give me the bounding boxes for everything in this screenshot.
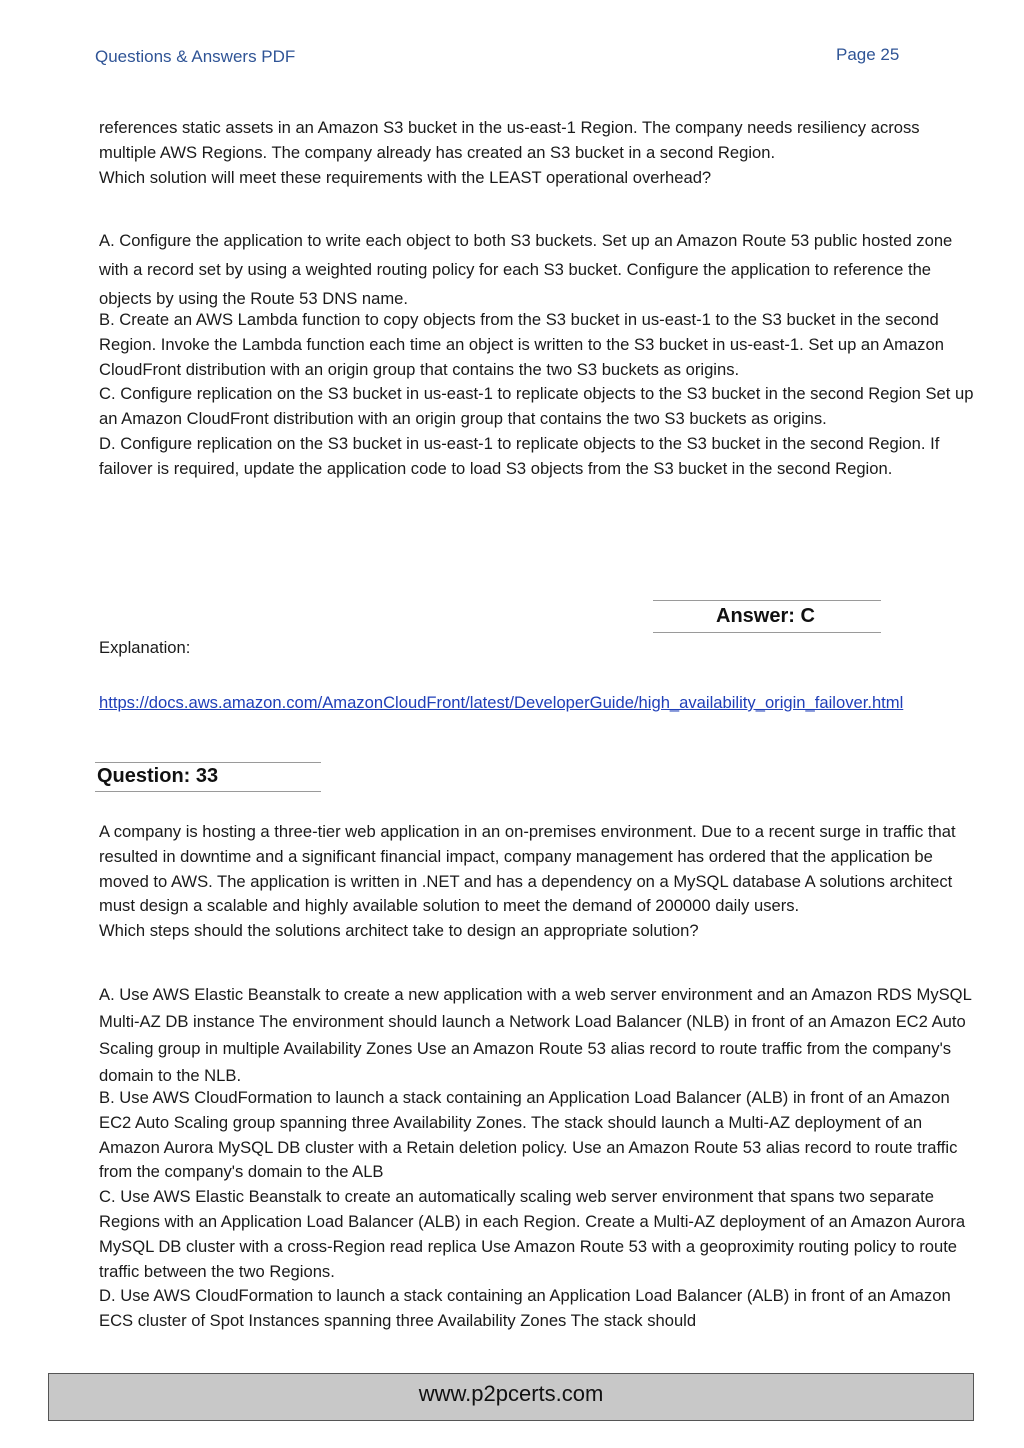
q32-question: Which solution will meet these requirements with the LEAST operational overhead? [99, 167, 712, 187]
q32-option-c: C. Configure replication on the S3 bucket in us-east-1 to replicate objects to the S3 bucket in the second Region Set up an Amazon CloudFront distribution with an origin group that contains the two S3 buckets as origins. [99, 384, 974, 429]
q33-intro [99, 820, 979, 944]
page-number: Page 25 [836, 45, 900, 64]
q32-option-a [99, 226, 979, 313]
q33-options-bcd [99, 1086, 979, 1334]
q32-intro [99, 116, 979, 190]
explanation-label: Explanation: [99, 638, 191, 657]
explanation-link-text[interactable]: https://docs.aws.amazon.com/AmazonCloudFront/latest/DeveloperGuide/high_availability_origin_failover.html [99, 693, 904, 712]
explanation-link[interactable] [99, 688, 969, 717]
q33-context: A company is hosting a three-tier web application in an on-premises environment. Due to a recent surge in traffic that resulted in downtime and a significant financial impact, company management has ordered that the application be moved to AWS. The application is written in .NET and has a dependency on a MySQL database A solutions architect must design a scalable and highly available solution to meet the demand of 200000 daily users. [99, 822, 956, 916]
answer-label: Answer: C [716, 605, 815, 627]
option-text: A. Use AWS Elastic Beanstalk to create a new application with a web server environment and an Amazon RDS MySQL Multi-AZ DB instance The environment should launch a Network Load Balancer (NLB) in front of an Amazon EC2 Auto Scaling group in multiple Availability Zones Use an Amazon Route 53 alias record to route traffic from the company's domain to the NLB. [99, 985, 972, 1085]
footer-url[interactable]: www.p2pcerts.com [418, 1381, 604, 1406]
q32-option-b: B. Create an AWS Lambda function to copy objects from the S3 bucket in us-east-1 to the S3 bucket in the second Region. Invoke the Lambda function each time an object is written to the S3 bucket in us-east-1. Set up an Amazon CloudFront distribution with an origin group that contains the two S3 buckets as origins. [99, 310, 944, 379]
q33-question: Which steps should the solutions architect take to design an appropriate solution? [99, 921, 699, 941]
q33-option-a [99, 981, 979, 1089]
question-label: Question: 33 [97, 765, 219, 787]
option-text: A. Configure the application to write each object to both S3 buckets. Set up an Amazon Route 53 public hosted zone with a record set by using a weighted routing policy for each S3 bucket. Configure the application to reference the objects by using the Route 53 DNS name. [99, 231, 953, 308]
q33-option-b: B. Use AWS CloudFormation to launch a stack containing an Application Load Balancer (ALB) in front of an Amazon EC2 Auto Scaling group spanning three Availability Zones. The stack should launch a Multi-AZ deployment of an Amazon Aurora MySQL DB cluster with a Retain deletion policy. Use an Amazon Route 53 alias record to route traffic from the company's domain to the ALB [99, 1088, 958, 1182]
q33-option-c: C. Use AWS Elastic Beanstalk to create an automatically scaling web server environment that spans two separate Regions with an Application Load Balancer (ALB) in each Region. Create a Multi-AZ deployment of an Amazon Aurora MySQL DB cluster with a cross-Region read replica Use Amazon Route 53 with a geoproximity routing policy to route traffic between the two Regions. [99, 1187, 966, 1281]
footer-bar [48, 1373, 974, 1421]
header-title: Questions & Answers PDF [95, 47, 296, 66]
q32-options-bcd [99, 308, 979, 482]
q32-option-d: D. Configure replication on the S3 bucket in us-east-1 to replicate objects to the S3 bucket in the second Region. If failover is required, update the application code to load S3 objects from the S3 bucket in the second Region. [99, 433, 940, 478]
q32-context: references static assets in an Amazon S3 bucket in the us-east-1 Region. The company needs resiliency across multiple AWS Regions. The company already has created an S3 bucket in a second Region. [99, 118, 920, 162]
q33-option-d: D. Use AWS CloudFormation to launch a stack containing an Application Load Balancer (ALB) in front of an Amazon ECS cluster of Spot Instances spanning three Availability Zones The stack should [99, 1286, 951, 1331]
